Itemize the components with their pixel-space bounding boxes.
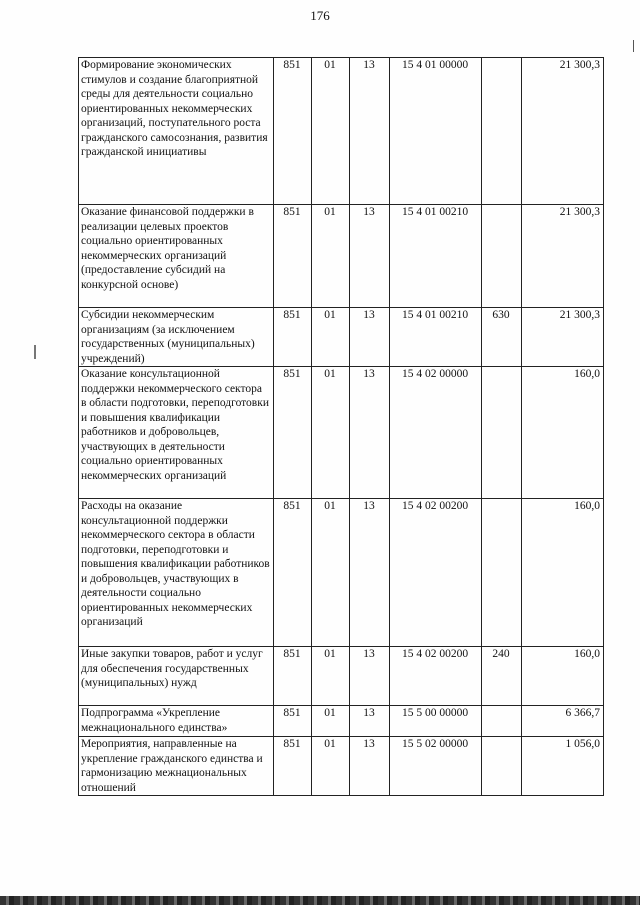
cell-vr — [482, 706, 522, 737]
table-row — [79, 706, 604, 737]
cell-gr: 851 — [274, 737, 312, 796]
cell-amount: 6 366,7 — [522, 706, 604, 737]
row-name: Формирование экономических стимулов и создание благоприятной среды для деятельности социально ориентированных некоммерческих организаций, поступательного роста гражданского самосознания, развития гражданской инициативы — [79, 58, 274, 205]
cell-pr: 13 — [350, 737, 390, 796]
cell-amount: 160,0 — [522, 647, 604, 706]
table-row — [79, 499, 604, 647]
cell-rz: 01 — [312, 58, 350, 205]
scan-edge — [0, 896, 640, 905]
cell-pr: 13 — [350, 308, 390, 367]
cell-vr — [482, 58, 522, 205]
table-row — [79, 647, 604, 706]
cell-vr: 630 — [482, 308, 522, 367]
row-name: Оказание финансовой поддержки в реализации целевых проектов социально ориентированных некоммерческих организаций (предоставление субсидий на конкурсной основе) — [79, 205, 274, 308]
cell-csr: 15 4 01 00210 — [390, 308, 482, 367]
cell-csr: 15 4 02 00200 — [390, 499, 482, 647]
cell-pr: 13 — [350, 647, 390, 706]
row-name: Оказание консультационной поддержки некоммерческого сектора в области подготовки, переподготовки и повышения квалификации работников и добровольцев, участвующих в деятельности социально ориентированных некоммерческих организаций — [79, 367, 274, 499]
cell-amount: 21 300,3 — [522, 58, 604, 205]
table-row — [79, 367, 604, 499]
table-row — [79, 308, 604, 367]
page-number: 176 — [310, 8, 330, 23]
cell-amount: 160,0 — [522, 499, 604, 647]
row-name: Иные закупки товаров, работ и услуг для обеспечения государственных (муниципальных) нужд — [79, 647, 274, 706]
cell-rz: 01 — [312, 308, 350, 367]
budget-table — [78, 57, 604, 796]
table-row — [79, 737, 604, 796]
cell-gr: 851 — [274, 499, 312, 647]
cell-csr: 15 4 02 00200 — [390, 647, 482, 706]
cell-pr: 13 — [350, 58, 390, 205]
scan-mark — [633, 40, 634, 52]
cell-vr — [482, 367, 522, 499]
cell-vr — [482, 205, 522, 308]
cell-amount: 21 300,3 — [522, 308, 604, 367]
cell-pr: 13 — [350, 706, 390, 737]
cell-rz: 01 — [312, 205, 350, 308]
row-name: Расходы на оказание консультационной поддержки некоммерческого сектора в области подготовки, переподготовки и повышения квалификации работников и добровольцев, участвующих в деятельности социально ориентированных некоммерческих организаций — [79, 499, 274, 647]
cell-rz: 01 — [312, 499, 350, 647]
cell-gr: 851 — [274, 367, 312, 499]
cell-vr — [482, 499, 522, 647]
cell-csr: 15 5 02 00000 — [390, 737, 482, 796]
cell-amount: 160,0 — [522, 367, 604, 499]
cell-csr: 15 4 01 00000 — [390, 58, 482, 205]
cell-gr: 851 — [274, 205, 312, 308]
cell-gr: 851 — [274, 647, 312, 706]
cell-csr: 15 4 01 00210 — [390, 205, 482, 308]
cell-pr: 13 — [350, 499, 390, 647]
cell-rz: 01 — [312, 737, 350, 796]
row-name: Подпрограмма «Укрепление межнационального единства» — [79, 706, 274, 737]
cell-gr: 851 — [274, 308, 312, 367]
cell-csr: 15 5 00 00000 — [390, 706, 482, 737]
cell-rz: 01 — [312, 706, 350, 737]
cell-pr: 13 — [350, 205, 390, 308]
table-row — [79, 58, 604, 205]
cell-csr: 15 4 02 00000 — [390, 367, 482, 499]
cell-amount: 21 300,3 — [522, 205, 604, 308]
cell-vr — [482, 737, 522, 796]
scan-mark — [34, 345, 36, 359]
row-name: Мероприятия, направленные на укрепление гражданского единства и гармонизацию межнациональных отношений — [79, 737, 274, 796]
table-row — [79, 205, 604, 308]
cell-rz: 01 — [312, 647, 350, 706]
cell-gr: 851 — [274, 58, 312, 205]
row-name: Субсидии некоммерческим организациям (за исключением государственных (муниципальных) учреждений) — [79, 308, 274, 367]
cell-vr: 240 — [482, 647, 522, 706]
cell-pr: 13 — [350, 367, 390, 499]
cell-gr: 851 — [274, 706, 312, 737]
cell-amount: 1 056,0 — [522, 737, 604, 796]
cell-rz: 01 — [312, 367, 350, 499]
